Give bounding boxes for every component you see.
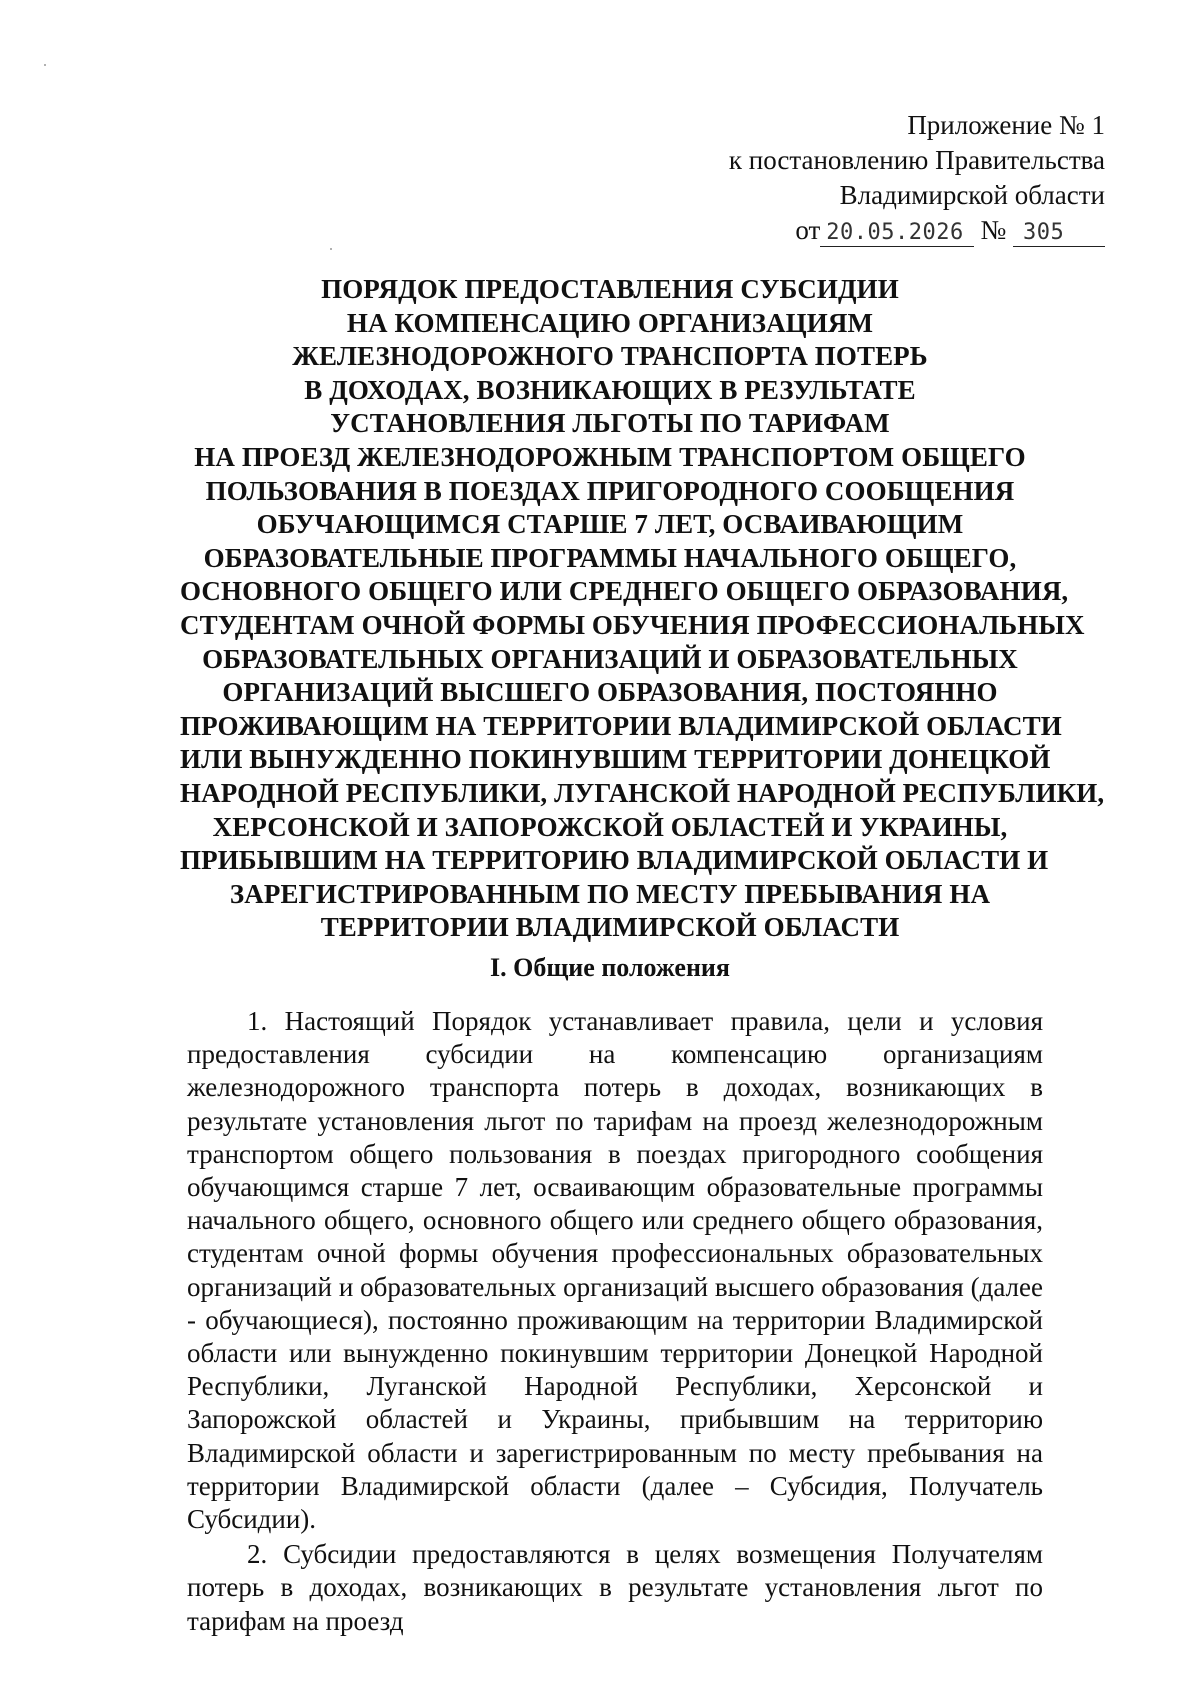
document-body: [187, 1005, 1043, 1638]
title-line: ОБРАЗОВАТЕЛЬНЫЕ ПРОГРАММЫ НАЧАЛЬНОГО ОБЩЕГО,: [203, 542, 1017, 573]
date-prefix: от: [795, 215, 821, 245]
title-line: СТУДЕНТАМ ОЧНОЙ ФОРМЫ ОБУЧЕНИЯ ПРОФЕССИОНАЛЬНЫХ: [180, 609, 1085, 640]
appendix-region: Владимирской области: [839, 180, 1105, 210]
paragraph-2: 2. Субсидии предоставляются в целях возмещения Получателям потерь в доходах, возникающих в результате установления льгот по тарифам на проезд: [187, 1539, 1043, 1636]
paragraph-1: 1. Настоящий Порядок устанавливает правила, цели и условия предоставления субсидии на компенсацию организациям железнодорожного транспорта потерь в доходах, возникающих в результате установления льгот по тарифам на проезд железнодорожным транспортом общего пользования в поездах пригородного сообщения обучающимся старше 7 лет, осваивающим образовательные программы начального общего, основного общего или среднего общего образования, студентам очной формы обучения профессиональных образовательных организаций и образовательных организаций высшего образования (далее - обучающиеся), постоянно проживающим на территории Владимирской области или вынужденно покинувшим территории Донецкой Народной Республики, Луганской Народной Республики, Херсонской и Запорожской областей и Украины, прибывшим на территорию Владимирской области и зарегистрированным по месту пребывания на территории Владимирской области (далее – Субсидия, Получатель Субсидии).: [187, 1006, 1043, 1535]
title-line: ПРИБЫВШИМ НА ТЕРРИТОРИЮ ВЛАДИМИРСКОЙ ОБЛАСТИ И: [180, 845, 1049, 876]
title-line: ПРОЖИВАЮЩИМ НА ТЕРРИТОРИИ ВЛАДИМИРСКОЙ ОБЛАСТИ: [180, 710, 1062, 741]
title-line: ЖЕЛЕЗНОДОРОЖНОГО ТРАНСПОРТА ПОТЕРЬ: [292, 341, 928, 372]
scan-speck: [44, 64, 46, 66]
appendix-date-line: [545, 213, 1105, 248]
title-line: ЗАРЕГИСТРИРОВАННЫМ ПО МЕСТУ ПРЕБЫВАНИЯ НА: [229, 878, 991, 909]
scan-speck: [330, 248, 332, 250]
number-prefix: №: [980, 215, 1007, 245]
appendix-header: [545, 108, 1105, 248]
title-line: ПОРЯДОК ПРЕДОСТАВЛЕНИЯ СУБСИДИИ: [321, 274, 899, 304]
title-line: ОБУЧАЮЩИМСЯ СТАРШЕ 7 ЛЕТ, ОСВАИВАЮЩИМ: [256, 509, 964, 540]
appendix-number: Приложение № 1: [907, 110, 1105, 140]
title-line: ИЛИ ВЫНУЖДЕННО ПОКИНУВШИМ ТЕРРИТОРИИ ДОНЕЦКОЙ: [180, 744, 1051, 775]
title-line: ХЕРСОНСКОЙ И ЗАПОРОЖСКОЙ ОБЛАСТЕЙ И УКРАИНЫ,: [212, 811, 1008, 842]
title-line: ТЕРРИТОРИИ ВЛАДИМИРСКОЙ ОБЛАСТИ: [320, 912, 900, 943]
title-line: НАРОДНОЙ РЕСПУБЛИКИ, ЛУГАНСКОЙ НАРОДНОЙ РЕСПУБЛИКИ,: [180, 777, 1105, 808]
title-line: В ДОХОДАХ, ВОЗНИКАЮЩИХ В РЕЗУЛЬТАТЕ: [304, 374, 916, 405]
document-title: [180, 273, 1105, 945]
resolution-date: 20.05.2026: [820, 220, 973, 247]
appendix-resolution-ref: к постановлению Правительства: [728, 145, 1105, 175]
title-line: УСТАНОВЛЕНИЯ ЛЬГОТЫ ПО ТАРИФАМ: [330, 408, 890, 439]
resolution-number: 305: [1013, 220, 1105, 247]
title-line: НА ПРОЕЗД ЖЕЛЕЗНОДОРОЖНЫМ ТРАНСПОРТОМ ОБЩЕГО: [194, 441, 1026, 472]
title-line: ОСНОВНОГО ОБЩЕГО ИЛИ СРЕДНЕГО ОБЩЕГО ОБРАЗОВАНИЯ,: [180, 576, 1069, 607]
section-heading: I. Общие положения: [490, 953, 730, 982]
title-line: ОРГАНИЗАЦИЙ ВЫСШЕГО ОБРАЗОВАНИЯ, ПОСТОЯННО: [222, 677, 998, 708]
title-line: ПОЛЬЗОВАНИЯ В ПОЕЗДАХ ПРИГОРОДНОГО СООБЩЕНИЯ: [205, 475, 1015, 506]
title-line: НА КОМПЕНСАЦИЮ ОРГАНИЗАЦИЯМ: [346, 307, 874, 338]
title-line: ОБРАЗОВАТЕЛЬНЫХ ОРГАНИЗАЦИЙ И ОБРАЗОВАТЕЛЬНЫХ: [202, 643, 1018, 674]
